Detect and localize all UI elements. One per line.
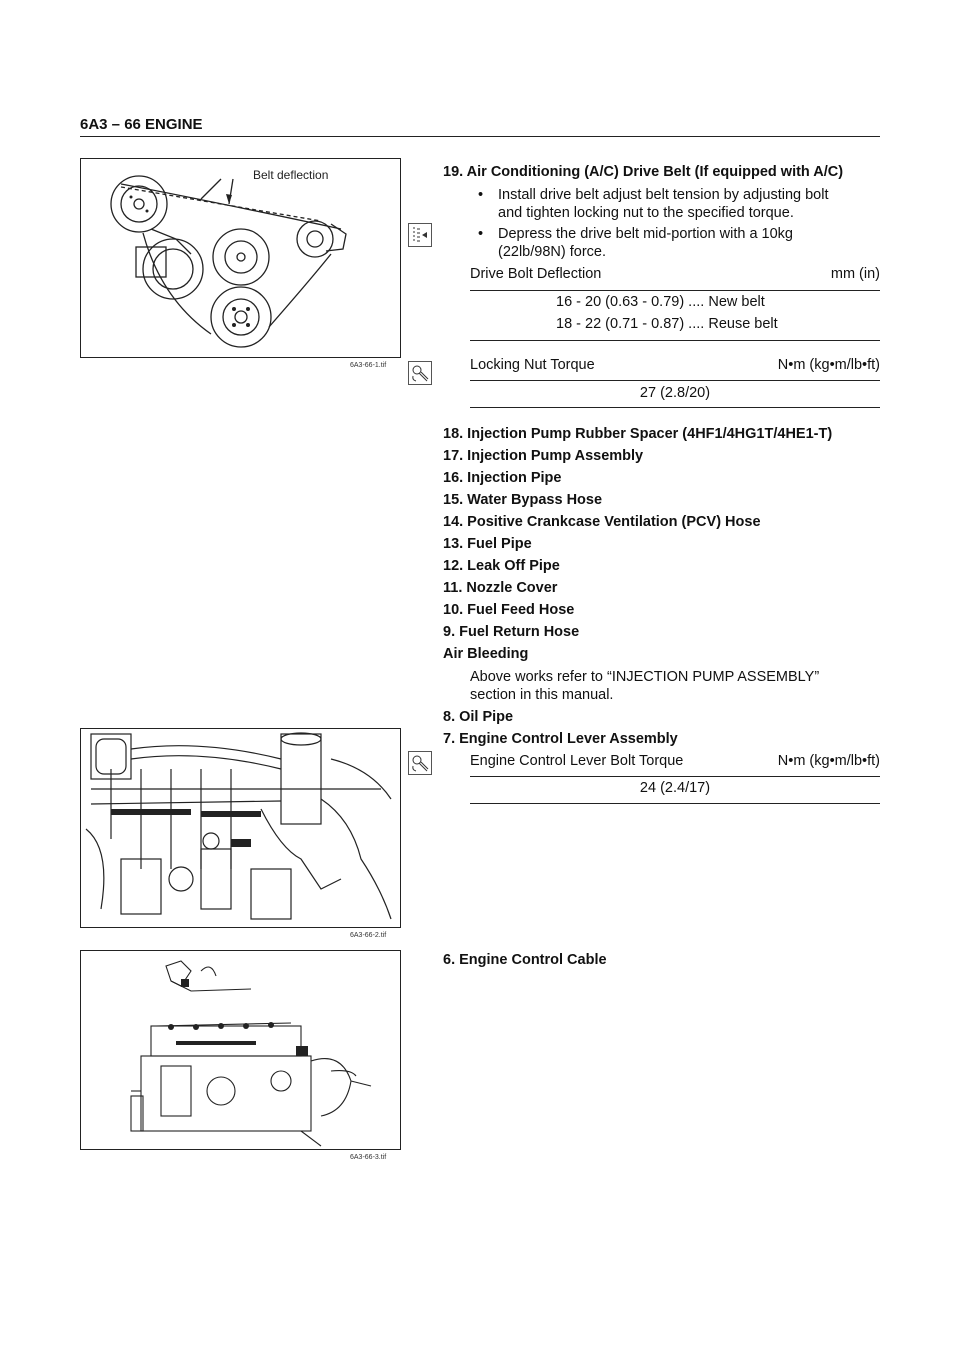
bullet-1-line-2: and tighten locking nut to the specified torque. [498,205,794,221]
figure-1-caption: 6A3-66-1.tif [350,362,387,369]
bullet-dot: • [478,187,484,203]
step-19-title: 19. Air Conditioning (A/C) Drive Belt (If equipped with A/C) [443,164,844,180]
engine-illustration [81,729,400,927]
step-11: 11. Nozzle Cover [443,580,558,596]
step-15: 15. Water Bypass Hose [443,492,603,508]
torque-wrench-icon [408,751,432,775]
deflection-row-1 [556,294,765,310]
belt-deflection-label: Belt deflection [253,168,329,182]
control-lever-torque-label: Engine Control Lever Bolt Torque [470,753,684,769]
step-18: 18. Injection Pump Rubber Spacer (4HF1/4HG1T/4HE1-T) [443,426,833,442]
deflection-unit: mm (in) [830,266,880,282]
belt-diagram-illustration [81,159,400,357]
step-14: 14. Positive Crankcase Ventilation (PCV) Hose [443,514,761,530]
locking-nut-torque-label: Locking Nut Torque [470,357,595,373]
locking-nut-rule-top [470,380,880,381]
deflection-label: Drive Bolt Deflection [470,266,602,282]
figure-belt-diagram [80,158,401,358]
air-bleeding-heading: Air Bleeding [443,646,529,662]
deflection-rule-bottom [470,340,880,341]
step-8: 8. Oil Pipe [443,709,514,725]
step-10: 10. Fuel Feed Hose [443,602,575,618]
bullet-dot: • [478,226,484,242]
control-lever-rule-top [470,776,880,777]
step-17: 17. Injection Pump Assembly [443,448,644,464]
header-rule [80,136,880,137]
step-16: 16. Injection Pipe [443,470,562,486]
step-9: 9. Fuel Return Hose [443,624,580,640]
step-13: 13. Fuel Pipe [443,536,532,552]
control-lever-torque-value: 24 (2.4/17) [639,780,711,796]
deflection-row-1-note: New belt [708,294,765,310]
measure-icon [408,223,432,247]
figure-engine-control-lever [80,728,401,928]
deflection-rule-top [470,290,880,291]
deflection-row-2-value: 18 - 22 (0.71 - 0.87) .... [556,316,705,332]
step-12: 12. Leak Off Pipe [443,558,560,574]
injection-pump-illustration [81,951,400,1149]
bullet-1-line-1: Install drive belt adjust belt tension by adjusting bolt [498,187,829,203]
locking-nut-rule-bottom [470,407,880,408]
page-header: 6A3 – 66 ENGINE [80,116,203,133]
deflection-row-2-note: Reuse belt [708,316,778,332]
step-7: 7. Engine Control Lever Assembly [443,731,678,747]
air-bleeding-line-1: Above works refer to “INJECTION PUMP ASSEMBLY” [470,669,820,685]
control-lever-rule-bottom [470,803,880,804]
torque-wrench-icon [408,361,432,385]
figure-3-caption: 6A3-66-3.tif [350,1154,387,1161]
bullet-2-line-1: Depress the drive belt mid-portion with a 10kg [498,226,793,242]
figure-2-caption: 6A3-66-2.tif [350,932,387,939]
step-6: 6. Engine Control Cable [443,952,607,968]
deflection-row-1-value: 16 - 20 (0.63 - 0.79) .... [556,294,705,310]
locking-nut-torque-unit: N•m (kg•m/lb•ft) [777,357,880,373]
deflection-row-2 [556,316,778,332]
air-bleeding-line-2: section in this manual. [470,687,614,703]
bullet-2-line-2: (22lb/98N) force. [498,244,606,260]
control-lever-torque-unit: N•m (kg•m/lb•ft) [777,753,880,769]
locking-nut-torque-value: 27 (2.8/20) [639,385,711,401]
figure-engine-control-cable [80,950,401,1150]
